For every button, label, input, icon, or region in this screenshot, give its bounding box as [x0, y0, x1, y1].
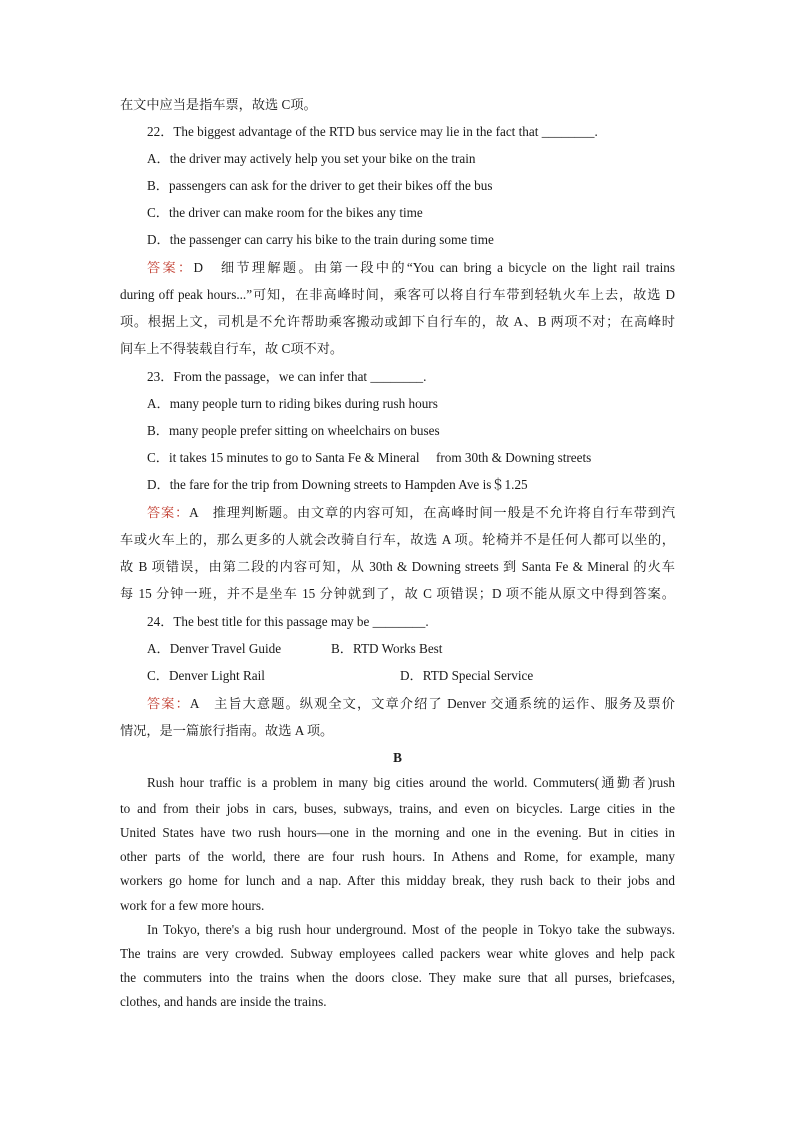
passage-b-line: The trains are very crowded. Subway employees called packers wear white gloves and help pack: [120, 946, 675, 961]
option-22c: C．the driver can make room for the bikes any time: [147, 205, 423, 220]
section-b-heading: B: [393, 750, 402, 765]
passage-b-line: other parts of the world, there are four rush hours. In Athens and Rome, for example, many: [120, 849, 675, 864]
passage-b-line: work for a few more hours.: [120, 898, 265, 913]
question-22: 22．The biggest advantage of the RTD bus service may lie in the fact that ________.: [147, 124, 598, 139]
answer-22-line1: 答案：D 细节理解题。由第一段中的“You can bring a bicycle on the light rail trains: [147, 260, 676, 275]
answer-24-line1: 答案：A 主旨大意题。纵观全文，文章介绍了 Denver 交通系统的运作、服务及票价: [147, 696, 675, 711]
answer-23-line1: 答案：A 推理判断题。由文章的内容可知，在高峰时间一般是不允许将自行车带到汽: [147, 505, 676, 520]
answer-22-line3: 项。根据上文，司机是不允许帮助乘客搬动或卸下自行车的，故 A、B 两项不对；在高峰时: [120, 314, 675, 329]
option-22b: B．passengers can ask for the driver to get their bikes off the bus: [147, 178, 493, 193]
passage-b-line: workers go home for lunch and a nap. After this midday break, they rush back to their jobs and: [120, 873, 675, 888]
passage-b-line: to and from their jobs in cars, buses, subways, trains, and even on bicycles. Large cities in the: [120, 801, 675, 816]
text-line: 在文中应当是指车票，故选 C项。: [120, 97, 317, 112]
option-23b: B．many people prefer sitting on wheelchairs on buses: [147, 423, 440, 438]
option-24b: B．RTD Works Best: [331, 641, 443, 656]
answer-23-line3: 故 B 项错误，由第二段的内容可知，从 30th & Downing streets 到 Santa Fe & Mineral 的火车: [120, 559, 675, 574]
answer-22-line4: 间车上不得装载自行车，故 C项不对。: [120, 341, 344, 356]
option-24c: C．Denver Light Rail: [147, 668, 265, 683]
answer-23-line4: 每 15 分钟一班，并不是坐车 15 分钟就到了，故 C 项错误；D 项不能从原文中得到答案。: [120, 586, 675, 601]
question-24: 24．The best title for this passage may be ________.: [147, 614, 429, 629]
answer-label: 答案：: [147, 260, 194, 275]
answer-label: 答案：: [147, 505, 190, 520]
option-23a: A．many people turn to riding bikes during rush hours: [147, 396, 438, 411]
answer-label: 答案：: [147, 696, 190, 711]
option-23c: C．it takes 15 minutes to go to Santa Fe & Mineral from 30th & Downing streets: [147, 450, 592, 465]
answer-23-line2: 车或火车上的，那么更多的人就会改骑自行车，故选 A 项。轮椅并不是任何人都可以坐的，: [120, 532, 675, 547]
option-23d: D．the fare for the trip from Downing streets to Hampden Ave is＄1.25: [147, 477, 528, 492]
option-row-24-ab: [147, 640, 675, 658]
answer-24-line2: 情况，是一篇旅行指南。故选 A 项。: [120, 723, 334, 738]
passage-b-line: In Tokyo, there's a big rush hour underground. Most of the people in Tokyo take the subways.: [147, 922, 675, 937]
option-24a: A．Denver Travel Guide: [147, 641, 282, 656]
passage-b-line: United States have two rush hours—one in the morning and one in the evening. But in cities in: [120, 825, 675, 840]
option-22d: D．the passenger can carry his bike to the train during some time: [147, 232, 494, 247]
answer-22-line2: during off peak hours...”可知，在非高峰时间，乘客可以将自行车带到轻轨火车上去，故选 D: [120, 287, 675, 302]
passage-b-line: Rush hour traffic is a problem in many big cities around the world. Commuters(通勤者)rush: [147, 775, 675, 790]
question-23: 23．From the passage，we can infer that ________.: [147, 369, 427, 384]
option-row-24-cd: [147, 667, 675, 685]
passage-b-line: clothes, and hands are inside the trains.: [120, 994, 327, 1009]
option-24d: D．RTD Special Service: [400, 668, 534, 683]
passage-b-line: the commuters into the trains when the doors close. They make sure that all purses, briefcases,: [120, 970, 675, 985]
option-22a: A．the driver may actively help you set your bike on the train: [147, 151, 476, 166]
